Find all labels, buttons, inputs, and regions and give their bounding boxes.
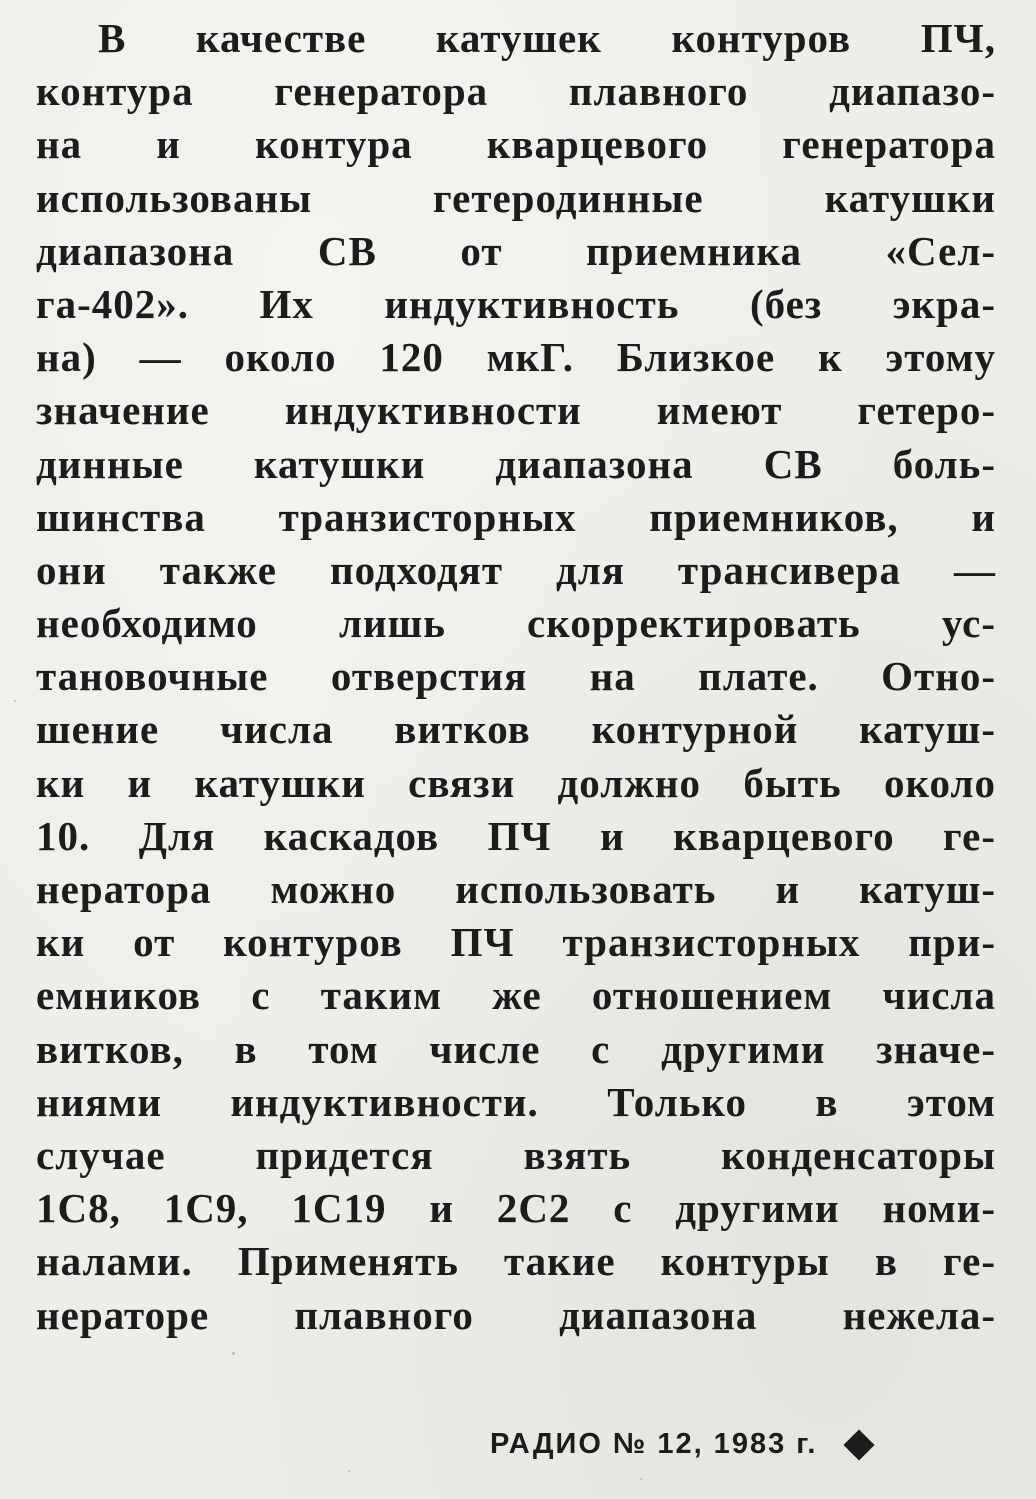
text-line: тановочные отверстия на плате. Отно-: [36, 653, 996, 700]
text-line: контура генератора плавного диапазо-: [36, 68, 996, 115]
text-line: ки и катушки связи должно быть около: [36, 759, 996, 806]
issue-label: РАДИО № 12, 1983 г.: [490, 1428, 818, 1460]
paper-speck: [14, 700, 16, 702]
text-line: нераторе плавного диапазона нежела-: [36, 1291, 996, 1338]
text-line: 1С8, 1С9, 1С19 и 2С2 с другими номи-: [36, 1185, 996, 1232]
text-line: налами. Применять такие контуры в ге-: [36, 1238, 996, 1285]
text-line: на) — около 120 мкГ. Близкое к этому: [36, 334, 996, 381]
paper-speck: [640, 1478, 642, 1480]
text-line: нератора можно использовать и катуш-: [36, 866, 996, 912]
paper-speck: [232, 1352, 235, 1355]
text-line: динные катушки диапазона СВ боль-: [36, 440, 996, 487]
text-line: использованы гетеродинные катушки: [36, 174, 996, 221]
text-line: В качестве катушек контуров ПЧ,: [98, 15, 996, 61]
text-line: шинства транзисторных приемников, и: [36, 493, 996, 540]
text-line: витков, в том числе с другими значе-: [36, 1025, 996, 1072]
paper-speck: [348, 1470, 350, 1472]
text-line: ки от контуров ПЧ транзисторных при-: [36, 919, 996, 966]
text-line: шение числа витков контурной катуш-: [36, 706, 996, 753]
text-line: значение индуктивности имеют гетеро-: [36, 387, 996, 434]
text-line: необходимо лишь скорректировать ус-: [36, 600, 996, 647]
page-footer: [490, 1422, 870, 1466]
text-line: емников с таким же отношением числа: [36, 972, 996, 1019]
article-body: [36, 12, 996, 1342]
text-line: га-402». Их индуктивность (без экра-: [36, 280, 996, 327]
text-line: диапазона СВ от приемника «Сел-: [36, 227, 996, 274]
text-line: ниями индуктивности. Только в этом: [36, 1078, 996, 1125]
text-line: 10. Для каскадов ПЧ и кварцевого ге-: [36, 812, 996, 859]
text-line: случае придется взять конденсаторы: [36, 1131, 996, 1178]
text-line: они также подходят для трансивера —: [36, 546, 996, 593]
text-line: на и контура кварцевого генератора: [36, 121, 996, 168]
diamond-icon: [843, 1429, 874, 1460]
